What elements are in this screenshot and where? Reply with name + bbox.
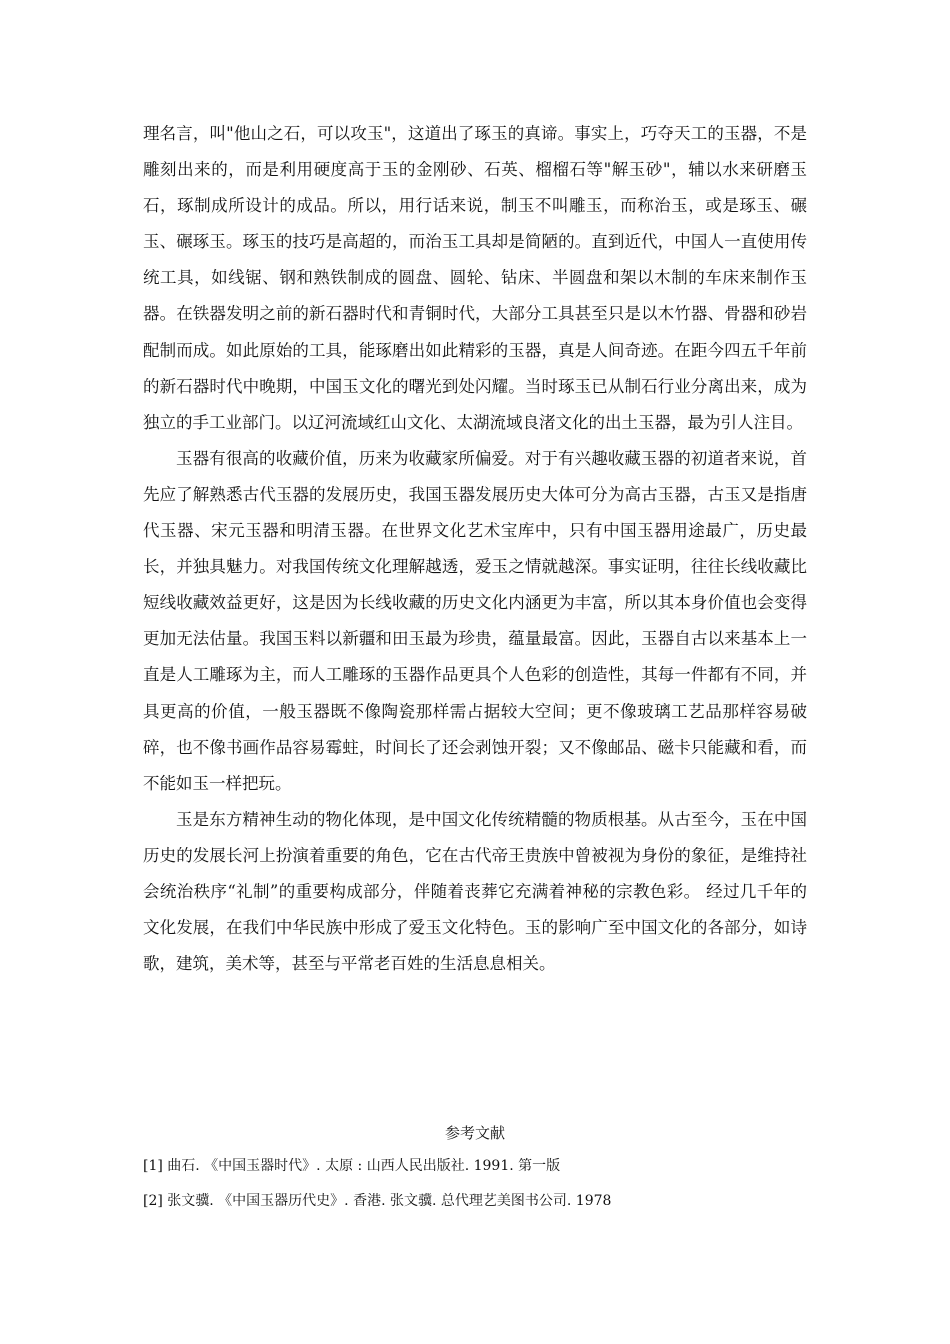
references-section	[143, 1118, 807, 1219]
body-paragraph-3: 玉是东方精神生动的物化体现，是中国文化传统精髓的物质根基。从古至今，玉在中国历史的发展长河上扮演着重要的角色，它在古代帝王贵族中曾被视为身份的象征，是维持社会统治秩序“礼制”的重要构成部分，伴随着丧葬它充满着神秘的宗教色彩。 经过几千年的文化发展，在我们中华民族中形成了爱玉文化特色。玉的影响广至中国文化的各部分，如诗歌，建筑，美术等，甚至与平常老百姓的生活息息相关。	[143, 809, 807, 974]
reference-item-1: [1] 曲石. 《中国玉器时代》. 太原 : 山西人民出版社. 1991. 第一版	[143, 1158, 561, 1174]
document-body	[143, 116, 807, 982]
reference-item-2: [2] 张文骥. 《中国玉器历代史》. 香港. 张文骥. 总代理艺美图书公司. 1978	[143, 1193, 612, 1209]
references-title: 参考文献	[444, 1124, 505, 1142]
body-paragraph-1: 理名言，叫"他山之石，可以攻玉"，这道出了琢玉的真谛。事实上，巧夺天工的玉器，不是雕刻出来的，而是利用硬度高于玉的金刚砂、石英、榴榴石等"解玉砂"，辅以水来研磨玉石，琢制成所设计的成品。所以，用行话来说，制玉不叫雕玉，而称治玉，或是琢玉、碾玉、碾琢玉。琢玉的技巧是高超的，而治玉工具却是简陋的。直到近代，中国人一直使用传统工具，如线锯、钢和熟铁制成的圆盘、圆轮、钻床、半圆盘和架以木制的车床来制作玉器。在铁器发明之前的新石器时代和青铜时代，大部分工具甚至只是以木竹器、骨器和砂岩配制而成。如此原始的工具，能琢磨出如此精彩的玉器，真是人间奇迹。在距今四五千年前的新石器时代中晚期，中国玉文化的曙光到处闪耀。当时琢玉已从制石行业分离出来，成为独立的手工业部门。以辽河流域红山文化、太湖流域良渚文化的出土玉器，最为引人注目。	[143, 124, 807, 432]
body-paragraph-2: 玉器有很高的收藏价值，历来为收藏家所偏爱。对于有兴趣收藏玉器的初道者来说，首先应了解熟悉古代玉器的发展历史，我国玉器发展历史大体可分为高古玉器，古玉又是指唐代玉器、宋元玉器和明清玉器。在世界文化艺术宝库中，只有中国玉器用途最广，历史最长，并独具魅力。对我国传统文化理解越透，爱玉之情就越深。事实证明，往往长线收藏比短线收藏效益更好，这是因为长线收藏的历史文化内涵更为丰富，所以其本身价值也会变得更加无法估量。我国玉料以新疆和田玉最为珍贵，蕴量最富。因此，玉器自古以来基本上一直是人工雕琢为主，而人工雕琢的玉器作品更具个人色彩的创造性，其每一件都有不同，并具更高的价值，一般玉器既不像陶瓷那样需占据较大空间；更不像玻璃工艺品那样容易破碎，也不像书画作品容易霉蛀，时间长了还会剥蚀开裂；又不像邮品、磁卡只能藏和看，而不能如玉一样把玩。	[143, 448, 807, 793]
